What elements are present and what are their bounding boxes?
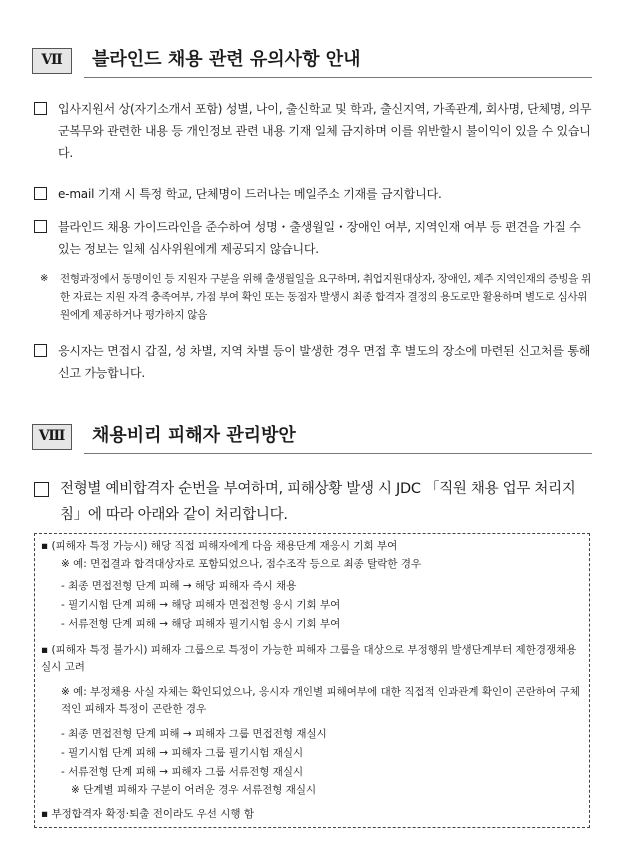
policy-bullet-2: ▪ (피해자 특정 불가시) 피해자 그룹으로 특정이 가능한 피해자 그룹을 대상으로 부정행위 발생단계부터 제한경쟁채용 실시 고려 [41,644,577,673]
policy-bullet-1-detail-2: - 필기시험 단계 피해 → 해당 피해자 면접전형 응시 기회 부여 [61,599,341,611]
checkbox-square-icon [34,482,49,497]
notice-item-3 [34,216,594,260]
section-7-underline [84,77,592,78]
checkbox-square-icon [34,220,47,233]
section-8-number: Ⅷ [32,424,72,450]
section-7-header [32,44,592,78]
section-8-header [32,420,592,454]
notice-item-2 [34,183,594,205]
notice-note [40,270,592,324]
policy-bullet-1-detail-1: - 최종 면접전형 단계 피해 → 해당 피해자 즉시 채용 [61,580,297,592]
section-8-title: 채용비리 피해자 관리방안 [92,425,296,446]
checkbox-square-icon [34,344,47,357]
notice-item-1 [34,98,594,164]
policy-bullet-2-detail-2: - 필기시험 단계 피해 → 피해자 그룹 필기시험 재실시 [61,747,304,759]
policy-bullet-1-detail-3: - 서류전형 단계 피해 → 해당 피해자 필기시험 응시 기회 부여 [61,618,341,630]
notice-item-4-text: 응시자는 면접시 갑질, 성 차별, 지역 차별 등이 발생한 경우 면접 후 별도의 장소에 마련된 신고처를 통해 신고 가능합니다. [58,344,591,380]
policy-bullet-1: ▪ (피해자 특정 가능시) 해당 직접 피해자에게 다음 채용단계 재응시 기회 부여 [41,540,398,552]
victim-policy-box [34,533,590,828]
policy-bullet-2-detail-3-note: ※ 단계별 피해자 구분이 어려운 경우 서류전형 재실시 [71,784,317,796]
section-8-underline [84,453,592,454]
notice-item-1-text: 입사지원서 상(자기소개서 포함) 성별, 나이, 출신학교 및 학과, 출신지역, 가족관계, 회사명, 단체명, 의무 군복무와 관련한 내용 등 개인정보 관련 내용 기재 일체 금지하며 이를 위반할시 불이익이 있을 수 있습니다. [58,102,592,160]
policy-bullet-3: ▪ 부정합격자 확정·퇴출 전이라도 우선 시행 함 [41,808,255,820]
notice-note-text: 전형과정에서 동명이인 등 지원자 구분을 위해 출생월일을 요구하며, 취업지원대상자, 장애인, 제주 지역인재의 증빙을 위한 자료는 지원 자격 충족여부, 가점 부여 확인 또는 동점자 발생시 최종 합격자 결정의 용도로만 활용하며 별도로 심사위원에게 제공하거나 평가하지 않음 [60,273,591,321]
policy-bullet-1-example: ※ 예: 면접결과 합격대상자로 포함되었으나, 점수조작 등으로 최종 탈락한 경우 [61,558,422,570]
notice-item-4 [34,340,594,384]
note-mark: ※ [40,273,49,284]
section-7-number: Ⅶ [32,48,72,74]
policy-bullet-2-detail-1: - 최종 면접전형 단계 피해 → 피해자 그룹 면접전형 재실시 [61,728,327,740]
section-8-intro [34,476,594,528]
checkbox-square-icon [34,187,47,200]
policy-bullet-2-detail-3: - 서류전형 단계 피해 → 피해자 그룹 서류전형 재실시 [61,766,304,778]
notice-item-3-text: 블라인드 채용 가이드라인을 준수하여 성명・출생월일・장애인 여부, 지역인재 여부 등 편견을 가질 수 있는 정보는 일체 심사위원에게 제공되지 않습니다. [58,220,581,256]
policy-bullet-2-example: ※ 예: 부정채용 사실 자체는 확인되었으나, 응시자 개인별 피해여부에 대한 직접적 인과관계 확인이 곤란하여 구체적인 피해자 특정이 곤란한 경우 [61,686,580,715]
checkbox-square-icon [34,102,47,115]
notice-item-2-text: e-mail 기재 시 특정 학교, 단체명이 드러나는 메일주소 기재를 금지합니다. [58,187,442,201]
section-8-intro-text: 전형별 예비합격자 순번을 부여하며, 피해상황 발생 시 JDC 「직원 채용 업무 처리지침」에 따라 아래와 같이 처리합니다. [60,481,576,523]
section-7-title: 블라인드 채용 관련 유의사항 안내 [92,49,361,70]
